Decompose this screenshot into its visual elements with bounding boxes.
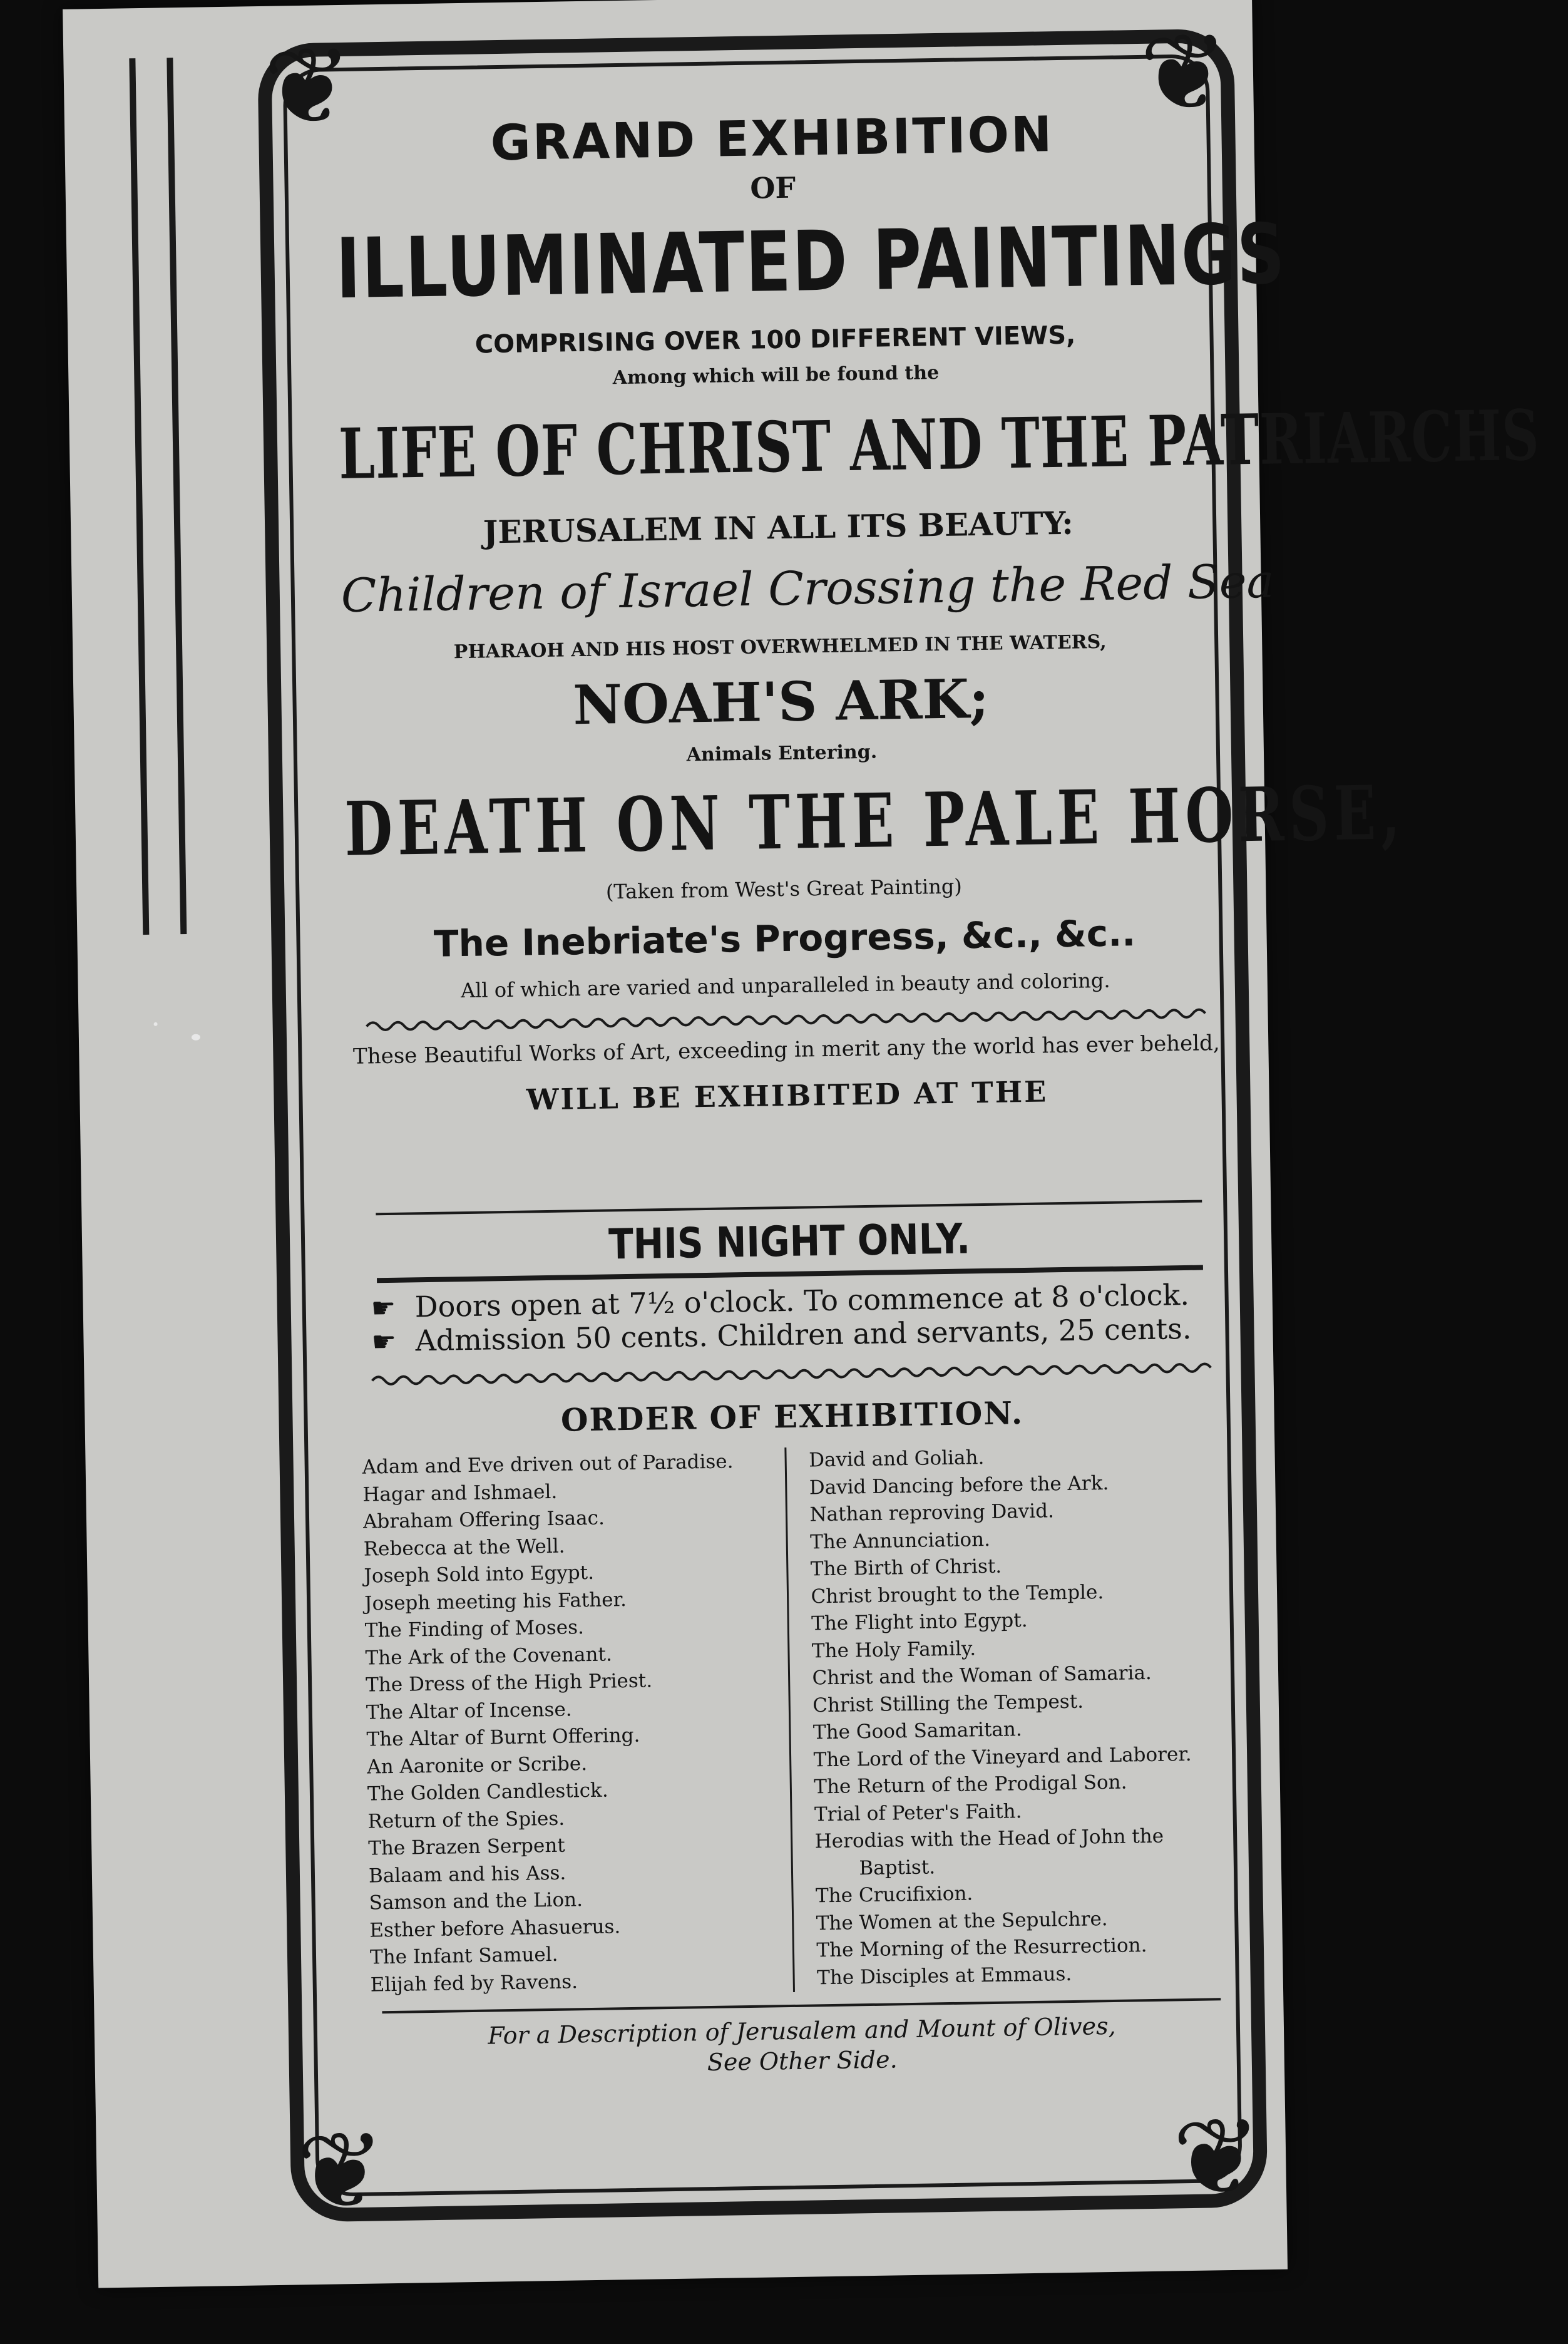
admission-text: Admission 50 cents. Children and servants, 25 cents. xyxy=(415,1311,1192,1358)
list-item: The Finding of Moses. xyxy=(364,1616,585,1642)
subtitle-among: Among which will be found the xyxy=(612,362,940,389)
list-item: The Lord of the Vineyard and Laborer. xyxy=(813,1742,1192,1771)
list-item: The Morning of the Resurrection. xyxy=(816,1934,1147,1962)
subtitle-comprising: COMPRISING OVER 100 DIFFERENT VIEWS, xyxy=(474,321,1076,359)
list-item: The Altar of Incense. xyxy=(366,1697,572,1724)
list-item: The Golden Candlestick. xyxy=(367,1779,608,1806)
subhead-pharaoh: PHARAOH AND HIS HOST OVERWHELMED IN THE WATERS, xyxy=(453,630,1107,664)
headline-life-of-christ: LIFE OF CHRIST AND THE PATRIARCHS xyxy=(338,395,1540,495)
venue-blank-space xyxy=(349,1106,1227,1213)
poster-sheet xyxy=(63,0,1540,2288)
text-will-be-exhibited: WILL BE EXHIBITED AT THE xyxy=(526,1074,1048,1117)
list-item: The Annunciation. xyxy=(809,1528,991,1553)
pointing-hand-icon: ☛ xyxy=(371,1325,397,1359)
order-list xyxy=(362,1441,1239,1999)
list-item: The Ark of the Covenant. xyxy=(365,1642,613,1670)
subhead-taken-from-west: (Taken from West's Great Painting) xyxy=(605,874,963,904)
ornament-corner-top-right-icon: ❦ xyxy=(1139,10,1230,136)
ornament-corner-top-left-icon: ❦ xyxy=(262,24,354,150)
pointing-hand-icon: ☛ xyxy=(371,1292,396,1325)
list-item: Christ brought to the Temple. xyxy=(811,1580,1104,1608)
order-column-left xyxy=(362,1447,792,1998)
paper-speck xyxy=(192,1034,200,1041)
list-item: The Brazen Serpent xyxy=(368,1834,566,1860)
paper-speck xyxy=(154,1022,158,1026)
headline-jerusalem: JERUSALEM IN ALL ITS BEAUTY: xyxy=(483,504,1074,551)
heading-order-of-exhibition: ORDER OF EXHIBITION. xyxy=(560,1394,1024,1439)
list-item: The Holy Family. xyxy=(811,1637,976,1662)
ornament-corner-bottom-left-icon: ❦ xyxy=(295,2109,387,2234)
list-item: Christ and the Woman of Samaria. xyxy=(812,1661,1152,1690)
list-item: The Disciples at Emmaus. xyxy=(816,1962,1072,1989)
headline-inebriates-progress: The Inebriate's Progress, &c., &c.. xyxy=(433,912,1136,965)
title-illuminated-paintings: ILLUMINATED PAINTINGS xyxy=(335,205,1287,317)
headline-death-pale-horse: DEATH ON THE PALE HORSE, xyxy=(344,768,1406,873)
list-item: Trial of Peter's Faith. xyxy=(814,1799,1022,1826)
list-item: The Dress of the High Priest. xyxy=(365,1669,653,1697)
title-grand-exhibition: GRAND EXHIBITION xyxy=(490,106,1054,172)
list-item: The Altar of Burnt Offering. xyxy=(366,1724,640,1751)
doors-text: Doors open at 7½ o'clock. To commence at 8 o'clock. xyxy=(414,1277,1190,1324)
order-column-right xyxy=(784,1441,1239,1992)
poster-content xyxy=(334,91,1540,2083)
list-item: David Dancing before the Ark. xyxy=(809,1471,1109,1499)
list-item: Joseph meeting his Father. xyxy=(364,1588,627,1615)
subhead-animals-entering: Animals Entering. xyxy=(686,741,878,766)
list-item: Return of the Spies. xyxy=(367,1807,565,1833)
list-item: Rebecca at the Well. xyxy=(363,1534,565,1561)
text-these-beautiful-works: These Beautiful Works of Art, exceeding in merit any the world has ever beheld, xyxy=(352,1031,1220,1069)
list-item: David and Goliah. xyxy=(808,1446,985,1472)
list-item: Joseph Sold into Egypt. xyxy=(364,1561,595,1588)
list-item: Herodias with the Head of John the xyxy=(814,1824,1164,1853)
list-item: Esther before Ahasuerus. xyxy=(369,1915,621,1942)
wavy-divider xyxy=(367,1005,1206,1034)
list-item: The Infant Samuel. xyxy=(369,1943,558,1969)
list-item: Hagar and Ishmael. xyxy=(362,1480,558,1506)
list-item: Abraham Offering Isaac. xyxy=(362,1506,605,1533)
footer-line-description: For a Description of Jerusalem and Mount of Olives, xyxy=(488,2012,1116,2050)
list-item: Samson and the Lion. xyxy=(369,1888,583,1915)
list-item: Nathan reproving David. xyxy=(809,1499,1055,1526)
list-item: The Crucifixion. xyxy=(815,1882,973,1908)
title-of: OF xyxy=(749,170,796,205)
list-item: Elijah fed by Ravens. xyxy=(370,1970,578,1997)
headline-noahs-ark: NOAH'S ARK; xyxy=(572,667,990,738)
headline-children-of-israel: Children of Israel Crossing the Red Sea xyxy=(341,554,1275,624)
list-item: Adam and Eve driven out of Paradise. xyxy=(362,1450,734,1479)
list-item: Christ Stilling the Tempest. xyxy=(812,1690,1084,1717)
left-border-strip xyxy=(129,58,187,935)
list-item: An Aaronite or Scribe. xyxy=(366,1752,588,1779)
wavy-divider xyxy=(372,1360,1211,1388)
list-item: The Birth of Christ. xyxy=(810,1555,1002,1581)
footer-line-see-other-side: See Other Side. xyxy=(707,2045,898,2077)
ornament-corner-bottom-right-icon: ❦ xyxy=(1171,2095,1263,2221)
list-item: Balaam and his Ass. xyxy=(368,1861,566,1888)
headline-this-night-only: THIS NIGHT ONLY. xyxy=(608,1214,971,1269)
doors-info xyxy=(371,1277,1229,1359)
list-item: Baptist. xyxy=(859,1855,936,1879)
subhead-all-of-which: All of which are varied and unparalleled in beauty and coloring. xyxy=(460,968,1110,1003)
list-item: The Women at the Sepulchre. xyxy=(816,1907,1108,1935)
list-item: The Good Samaritan. xyxy=(812,1718,1022,1744)
list-item: The Flight into Egypt. xyxy=(811,1609,1028,1635)
list-item: The Return of the Prodigal Son. xyxy=(814,1771,1127,1799)
